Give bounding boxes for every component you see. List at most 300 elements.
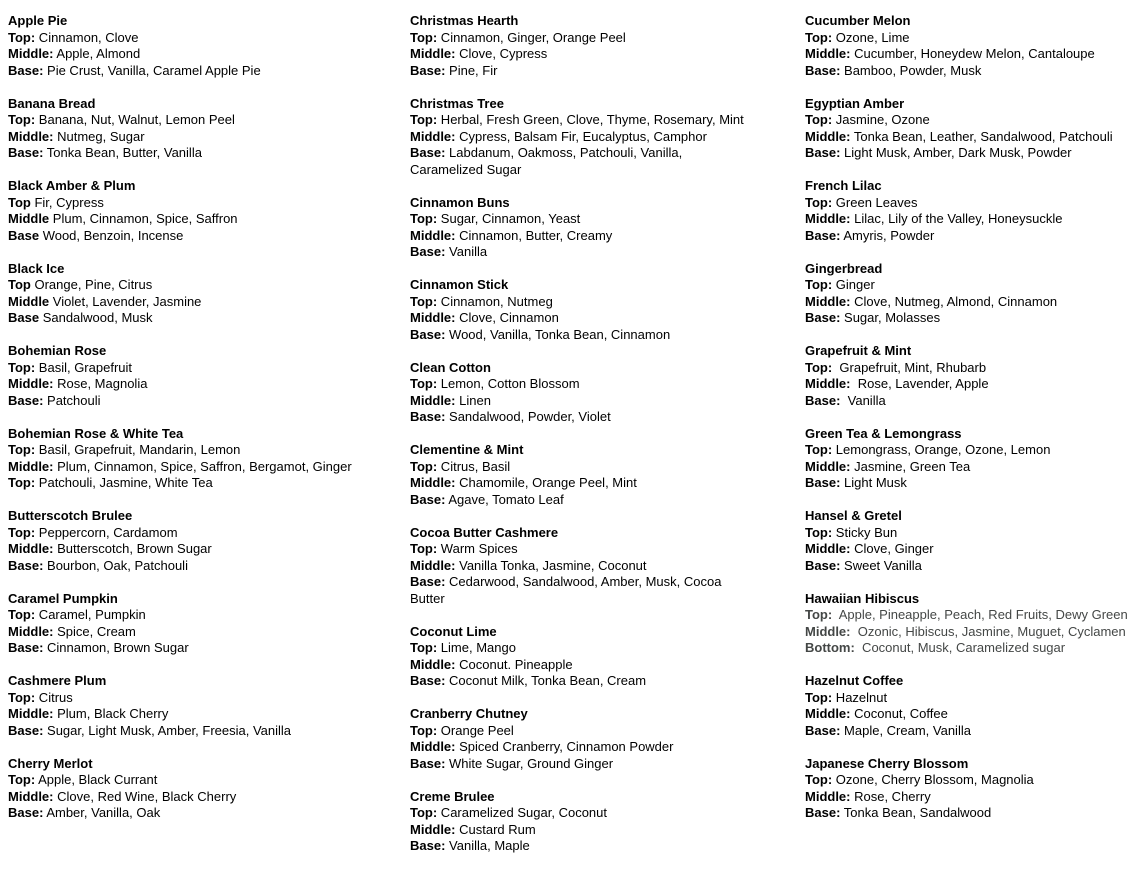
note-line (805, 393, 1147, 410)
scent-name: Apple Pie (8, 13, 68, 28)
note-value: Pine, Fir (445, 62, 498, 78)
note-label: Middle: (8, 541, 54, 556)
scent-name: Creme Brulee (410, 788, 495, 804)
scent-entry (805, 178, 1147, 244)
note-line (410, 63, 751, 80)
note-line (410, 558, 751, 575)
note-line (805, 211, 1147, 228)
note-label: Top: (410, 376, 438, 391)
note-label: Middle: (805, 541, 851, 556)
note-value: Cucumber, Honeydew Melon, Cantaloupe (850, 46, 1095, 61)
note-label: Top: (410, 293, 438, 309)
note-line (410, 673, 751, 690)
note-line (410, 244, 751, 261)
note-value: Grapefruit, Mint, Rhubarb (832, 359, 987, 375)
note-value: Plum, Black Cherry (53, 706, 169, 721)
scent-entry (410, 360, 751, 426)
note-line (410, 129, 751, 146)
note-value: Peppercorn, Cardamom (35, 524, 178, 540)
note-label: Base: (805, 310, 841, 325)
note-label: Top: (805, 442, 833, 457)
scent-name: Hawaiian Hibiscus (805, 590, 920, 606)
note-label: Middle: (410, 475, 456, 490)
note-label: Middle: (805, 211, 851, 226)
note-label: Top: (8, 359, 36, 375)
note-value: Caramelized Sugar, Coconut (437, 805, 607, 820)
scent-entry (805, 591, 1147, 657)
scent-entry (8, 261, 410, 327)
note-value: Nutmeg, Sugar (53, 128, 145, 144)
note-value: Tonka Bean, Sandalwood (840, 805, 992, 820)
note-label: Base: (8, 722, 44, 738)
note-value: Bourbon, Oak, Patchouli (43, 557, 188, 573)
note-value: Citrus, Basil (437, 458, 511, 474)
note-label: Top: (410, 112, 438, 127)
note-value: Plum, Cinnamon, Spice, Saffron (49, 211, 238, 226)
scent-entry (8, 756, 410, 822)
note-label: Top: (410, 541, 438, 556)
note-line (805, 145, 1147, 162)
note-label: Middle: (805, 788, 851, 804)
note-line (805, 607, 1147, 624)
note-line (410, 541, 751, 558)
note-label: Top: (410, 211, 438, 226)
note-line (410, 211, 751, 228)
note-label: Top: (805, 607, 833, 622)
note-line (410, 310, 751, 327)
scent-name: Grapefruit & Mint (805, 343, 912, 358)
note-value: Lime, Mango (437, 640, 516, 655)
note-label: Top: (8, 475, 36, 490)
note-line (805, 112, 1147, 129)
scent-name: Egyptian Amber (805, 95, 905, 111)
note-label: Top: (8, 607, 36, 622)
note-value: Sticky Bun (832, 524, 898, 540)
note-label: Middle: (805, 46, 851, 61)
scent-name: Cherry Merlot (8, 755, 93, 771)
note-value: Ginger (832, 277, 875, 292)
note-label: Base: (8, 805, 44, 820)
scent-entry (805, 756, 1147, 822)
note-value: Clove, Cinnamon (455, 310, 559, 325)
note-value: Patchouli (43, 392, 101, 408)
note-value: Citrus (35, 689, 73, 705)
note-label: Base: (805, 62, 841, 78)
note-line (805, 640, 1147, 657)
note-label: Middle: (8, 458, 54, 474)
note-label: Middle: (410, 227, 456, 243)
note-line (805, 442, 1147, 459)
scent-name: Hazelnut Coffee (805, 673, 904, 688)
scent-entry (805, 13, 1147, 79)
note-label: Base: (8, 557, 44, 573)
note-line (410, 145, 751, 178)
note-value: Cinnamon, Butter, Creamy (455, 227, 613, 243)
note-value: Maple, Cream, Vanilla (840, 722, 971, 738)
note-value: Cinnamon, Nutmeg (437, 293, 553, 309)
note-value: Orange Peel (437, 722, 514, 738)
note-value: Clove, Cypress (455, 46, 548, 61)
note-value: Ozone, Lime (832, 29, 910, 45)
note-label: Base: (805, 722, 841, 738)
note-line (805, 459, 1147, 476)
note-label: Top (8, 194, 31, 210)
note-label: Top: (8, 524, 36, 540)
scent-name: Black Amber & Plum (8, 178, 136, 193)
note-value: Light Musk, Amber, Dark Musk, Powder (840, 145, 1072, 160)
column (8, 13, 410, 871)
note-value: Chamomile, Orange Peel, Mint (455, 475, 637, 490)
note-label: Middle: (805, 293, 851, 309)
note-line (805, 228, 1147, 245)
scent-name: Gingerbread (805, 260, 883, 276)
scent-entry (410, 195, 751, 261)
note-value: Cinnamon, Brown Sugar (43, 640, 189, 655)
note-label: Top: (410, 805, 438, 820)
scent-name: Japanese Cherry Blossom (805, 755, 969, 771)
note-value: Clove, Ginger (850, 541, 934, 556)
note-label: Middle: (805, 376, 851, 391)
note-line (410, 30, 751, 47)
note-line (8, 129, 410, 146)
note-line (410, 756, 751, 773)
note-label: Middle: (8, 788, 54, 804)
note-label: Top: (8, 442, 36, 457)
scent-entry (410, 277, 751, 343)
note-line (805, 310, 1147, 327)
note-line (805, 360, 1147, 377)
note-line (805, 376, 1147, 393)
scent-name: Bohemian Rose & White Tea (8, 425, 184, 441)
scent-entry (410, 96, 751, 179)
note-line (410, 409, 751, 426)
note-value: Ozone, Cherry Blossom, Magnolia (832, 772, 1034, 787)
note-value: Agave, Tomato Leaf (445, 491, 564, 507)
scent-entry (410, 13, 751, 79)
scent-entry (410, 789, 751, 855)
note-label: Middle: (8, 623, 54, 639)
note-value: Clove, Nutmeg, Almond, Cinnamon (850, 293, 1058, 309)
note-line (805, 195, 1147, 212)
note-label: Base: (805, 475, 841, 490)
scent-entry (8, 426, 410, 492)
note-line (8, 723, 410, 740)
scent-entry (805, 343, 1147, 409)
note-label: Top: (805, 524, 833, 540)
note-line (8, 63, 410, 80)
note-value: Plum, Cinnamon, Spice, Saffron, Bergamot, Ginger (53, 458, 352, 474)
note-label: Middle: (805, 623, 851, 639)
note-label: Base: (410, 244, 446, 259)
note-value: Spiced Cranberry, Cinnamon Powder (455, 739, 674, 754)
column (805, 13, 1147, 871)
note-label: Middle: (8, 376, 54, 391)
note-line (410, 739, 751, 756)
note-label: Middle: (410, 557, 456, 573)
note-value: White Sugar, Ground Ginger (445, 755, 614, 771)
note-label: Top: (8, 29, 36, 45)
note-value: Cinnamon, Ginger, Orange Peel (437, 29, 626, 45)
scent-name: Black Ice (8, 260, 65, 276)
note-line (410, 228, 751, 245)
note-value: Apple, Almond (53, 46, 141, 61)
note-line (805, 805, 1147, 822)
note-line (8, 624, 410, 641)
note-value: Amyris, Powder (840, 227, 935, 243)
note-label: Base: (410, 755, 446, 771)
note-line (8, 772, 410, 789)
scent-entry (805, 673, 1147, 739)
scent-entry (805, 508, 1147, 574)
note-line (8, 475, 410, 492)
note-label: Middle: (805, 706, 851, 721)
note-line (410, 393, 751, 410)
scent-name: Cocoa Butter Cashmere (410, 524, 559, 540)
note-line (8, 393, 410, 410)
note-value: Clove, Red Wine, Black Cherry (53, 788, 237, 804)
scent-name: Cinnamon Buns (410, 194, 510, 210)
note-label: Base: (8, 640, 44, 655)
scent-entry (8, 96, 410, 162)
scent-name: Hansel & Gretel (805, 508, 902, 523)
note-label: Top: (410, 29, 438, 45)
note-line (8, 789, 410, 806)
scent-name: Coconut Lime (410, 623, 497, 639)
note-line (8, 805, 410, 822)
note-label: Base: (8, 392, 44, 408)
scent-entry (805, 261, 1147, 327)
note-label: Base: (410, 491, 446, 507)
note-line (8, 459, 410, 476)
scent-entry (805, 96, 1147, 162)
note-value: Lilac, Lily of the Valley, Honeysuckle (850, 211, 1063, 226)
note-value: Coconut, Musk, Caramelized sugar (854, 640, 1066, 655)
note-value: Caramel, Pumpkin (35, 607, 146, 622)
scent-name: Cranberry Chutney (410, 706, 528, 721)
note-line (805, 558, 1147, 575)
note-label: Middle: (410, 656, 456, 672)
note-label: Top: (410, 722, 438, 738)
note-line (805, 475, 1147, 492)
note-value: Rose, Lavender, Apple (850, 376, 989, 391)
note-line (8, 640, 410, 657)
note-line (8, 442, 410, 459)
note-value: Vanilla Tonka, Jasmine, Coconut (455, 557, 647, 573)
note-label: Top: (410, 458, 438, 474)
note-line (805, 624, 1147, 641)
note-line (8, 145, 410, 162)
note-value: Warm Spices (437, 541, 518, 556)
scent-name: French Lilac (805, 178, 882, 193)
note-value: Cypress, Balsam Fir, Eucalyptus, Camphor (455, 128, 707, 144)
note-line (8, 607, 410, 624)
note-label: Base: (805, 805, 841, 820)
note-value: Bamboo, Powder, Musk (840, 62, 982, 78)
note-label: Top: (805, 194, 833, 210)
note-value: Hazelnut (832, 689, 888, 705)
note-value: Sweet Vanilla (840, 557, 922, 573)
note-value: Sugar, Light Musk, Amber, Freesia, Vanilla (43, 722, 292, 738)
note-line (805, 789, 1147, 806)
note-line (410, 838, 751, 855)
note-value: Butterscotch, Brown Sugar (53, 541, 212, 556)
scent-entry (410, 624, 751, 690)
note-label: Middle: (410, 46, 456, 61)
note-value: Vanilla, Maple (445, 838, 530, 853)
note-label: Base: (410, 145, 446, 160)
note-line (805, 30, 1147, 47)
note-line (8, 376, 410, 393)
note-label: Top: (805, 772, 833, 787)
note-line (8, 541, 410, 558)
note-line (410, 657, 751, 674)
scent-entry (8, 343, 410, 409)
note-value: Orange, Pine, Citrus (30, 277, 153, 292)
note-label: Top: (8, 689, 36, 705)
note-value: Violet, Lavender, Jasmine (49, 293, 202, 309)
scent-entry (8, 591, 410, 657)
note-label: Base: (410, 326, 446, 342)
scent-name: Bohemian Rose (8, 343, 107, 358)
note-line (410, 459, 751, 476)
note-label: Middle: (805, 128, 851, 144)
note-line (805, 706, 1147, 723)
note-line (805, 723, 1147, 740)
note-label: Top: (8, 112, 36, 127)
note-line (805, 772, 1147, 789)
note-value: Sandalwood, Powder, Violet (445, 409, 611, 424)
note-label: Middle: (410, 310, 456, 325)
note-label: Middle: (410, 128, 456, 144)
note-line (805, 63, 1147, 80)
scent-name: Cucumber Melon (805, 13, 911, 28)
scent-entry (410, 442, 751, 508)
scent-entry (410, 525, 751, 608)
scent-entry (8, 673, 410, 739)
note-label: Base: (805, 145, 841, 160)
note-line (8, 706, 410, 723)
note-value: Herbal, Fresh Green, Clove, Thyme, Rosemary, Mint (437, 112, 744, 127)
note-value: Tonka Bean, Butter, Vanilla (43, 145, 202, 160)
note-value: Lemon, Cotton Blossom (437, 376, 580, 391)
note-label: Top: (805, 277, 833, 292)
note-label: Middle (8, 211, 50, 226)
note-value: Jasmine, Green Tea (850, 458, 971, 474)
scent-name: Green Tea & Lemongrass (805, 425, 962, 441)
note-line (410, 574, 751, 607)
note-value: Patchouli, Jasmine, White Tea (35, 475, 213, 490)
note-value: Green Leaves (832, 194, 918, 210)
note-value: Cedarwood, Sandalwood, Amber, Musk, Cocoa Butter (410, 574, 726, 606)
note-line (805, 690, 1147, 707)
note-value: Sugar, Molasses (840, 310, 941, 325)
note-label: Middle (8, 293, 50, 309)
note-line (8, 294, 410, 311)
note-label: Base: (410, 673, 446, 688)
note-label: Middle: (8, 46, 54, 61)
note-line (8, 211, 410, 228)
note-label: Top: (805, 689, 833, 705)
note-line (8, 112, 410, 129)
note-value: Basil, Grapefruit, Mandarin, Lemon (35, 442, 241, 457)
scent-name: Christmas Tree (410, 95, 504, 111)
note-label: Top: (8, 772, 36, 787)
note-line (8, 525, 410, 542)
note-value: Custard Rum (455, 821, 536, 837)
note-line (805, 294, 1147, 311)
note-value: Ozonic, Hibiscus, Jasmine, Muguet, Cyclamen (850, 623, 1126, 639)
scent-name: Caramel Pumpkin (8, 590, 118, 606)
note-line (8, 690, 410, 707)
note-line (410, 46, 751, 63)
note-value: Fir, Cypress (30, 194, 104, 210)
note-value: Cinnamon, Clove (35, 29, 139, 45)
note-line (8, 360, 410, 377)
note-label: Base: (8, 62, 44, 78)
note-value: Coconut. Pineapple (455, 656, 573, 672)
note-value: Jasmine, Ozone (832, 112, 930, 127)
note-line (805, 277, 1147, 294)
note-label: Middle: (410, 739, 456, 754)
note-label: Middle: (8, 706, 54, 721)
note-value: Vanilla (445, 244, 488, 259)
note-label: Middle: (410, 821, 456, 837)
scent-entry (8, 178, 410, 244)
note-value: Light Musk (840, 475, 907, 490)
note-value: Coconut Milk, Tonka Bean, Cream (445, 673, 647, 688)
note-line (410, 112, 751, 129)
note-line (805, 525, 1147, 542)
note-line (8, 46, 410, 63)
note-value: Lemongrass, Orange, Ozone, Lemon (832, 442, 1051, 457)
note-line (805, 541, 1147, 558)
note-line (8, 310, 410, 327)
note-label: Top: (805, 359, 833, 375)
note-label: Middle: (8, 128, 54, 144)
note-label: Top: (410, 640, 438, 655)
scent-name: Clementine & Mint (410, 442, 524, 457)
note-label: Base (8, 227, 40, 243)
note-line (410, 822, 751, 839)
note-line (8, 30, 410, 47)
scent-entry (8, 13, 410, 79)
scent-name: Banana Bread (8, 95, 96, 111)
note-line (410, 376, 751, 393)
note-label: Middle: (410, 392, 456, 408)
note-value: Wood, Vanilla, Tonka Bean, Cinnamon (445, 326, 671, 342)
column (410, 13, 805, 871)
note-label: Base: (410, 62, 446, 78)
note-value: Wood, Benzoin, Incense (39, 227, 184, 243)
note-value: Sugar, Cinnamon, Yeast (437, 211, 581, 226)
scent-entry (410, 706, 751, 772)
note-label: Bottom: (805, 640, 855, 655)
note-line (8, 277, 410, 294)
note-label: Base: (410, 574, 446, 589)
note-value: Spice, Cream (53, 623, 136, 639)
scent-name: Cinnamon Stick (410, 277, 509, 292)
scent-name: Christmas Hearth (410, 13, 519, 28)
note-value: Vanilla (840, 392, 886, 408)
note-label: Top (8, 277, 31, 292)
scent-name: Cashmere Plum (8, 673, 107, 688)
note-line (8, 228, 410, 245)
note-label: Base: (410, 838, 446, 853)
note-line (8, 195, 410, 212)
note-value: Apple, Pineapple, Peach, Red Fruits, Dewy Green (832, 607, 1128, 622)
note-value: Pie Crust, Vanilla, Caramel Apple Pie (43, 62, 261, 78)
note-value: Tonka Bean, Leather, Sandalwood, Patchouli (850, 128, 1113, 144)
